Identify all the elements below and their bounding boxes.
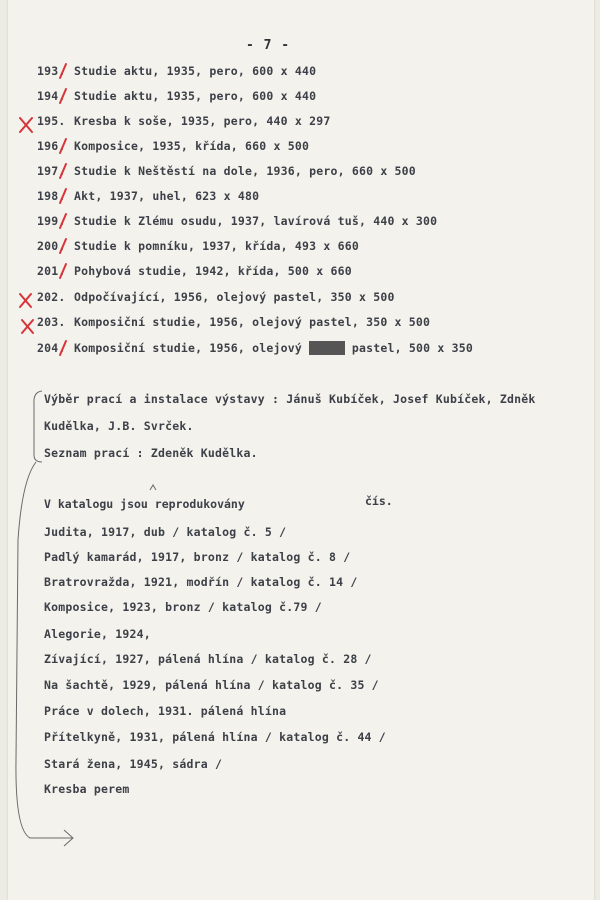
entry-text: Pohybová studie, 1942, křída, 500 x 660 (74, 264, 352, 278)
entry-text: Akt, 1937, uhel, 623 x 480 (74, 189, 260, 203)
entry-number: 195. (37, 114, 66, 128)
entry-text-end: pastel, 500 x 350 (344, 341, 473, 355)
reproduction-item: Bratrovražda, 1921, modřín / katalog č. 14 / (44, 575, 358, 589)
catalog-entry (37, 64, 316, 82)
credits-list-author: Seznam prací : Zdeněk Kudělka. (44, 446, 258, 460)
reproduction-item: Zívající, 1927, pálená hlína / katalog č. 28 / (44, 652, 372, 666)
entry-text: Studie k pomníku, 1937, křída, 493 x 660 (74, 239, 359, 253)
entry-number: 202. (37, 290, 66, 304)
entry-number: 204. (37, 341, 66, 355)
entry-text: Komposice, 1935, křída, 660 x 500 (74, 139, 310, 153)
catalog-entry (37, 290, 395, 308)
reproduction-item: Alegorie, 1924, (44, 627, 151, 641)
entry-number: 197. (37, 164, 66, 178)
reproduction-item: Padlý kamarád, 1917, bronz / katalog č. 8 / (44, 550, 351, 564)
entry-number: 198. (37, 189, 66, 203)
reproduction-item: Práce v dolech, 1931. pálená hlína (44, 704, 287, 718)
catalog-entry (37, 214, 437, 232)
reproduction-item: Stará žena, 1945, sádra / (44, 757, 223, 771)
entry-text: Studie k Neštěstí na dole, 1936, pero, 660 x 500 (74, 164, 416, 178)
entry-number: 194. (37, 89, 66, 103)
entry-text: Komposiční studie, 1956, olejový pastel, 350 x 500 (74, 315, 431, 329)
entry-text: Studie k Zlému osudu, 1937, lavírová tuš, 440 x 300 (74, 214, 438, 228)
catalog-entry (37, 89, 316, 107)
catalog-entry (37, 139, 309, 157)
catalog-entry (37, 341, 473, 359)
entry-text: Studie aktu, 1935, pero, 600 x 440 (74, 89, 317, 103)
entry-text: Odpočívající, 1956, olejový pastel, 350 x 500 (74, 290, 395, 304)
entry-text: Studie aktu, 1935, pero, 600 x 440 (74, 64, 317, 78)
reproduction-item: Na šachtě, 1929, pálená hlína / katalog č. 35 / (44, 678, 379, 692)
catalog-entry (37, 239, 359, 257)
entry-number: 196. (37, 139, 66, 153)
catalog-entry (37, 264, 352, 282)
credits-selection-cont: Kudělka, J.B. Svrček. (44, 419, 194, 433)
catalog-entry (37, 114, 330, 132)
catalog-entry (37, 189, 259, 207)
entry-text: Kresba k soše, 1935, pero, 440 x 297 (74, 114, 331, 128)
reproduction-item: Komposice, 1923, bronz / katalog č.79 / (44, 600, 322, 614)
entry-number: 203. (37, 315, 66, 329)
entry-text: Komposiční studie, 1956, olejový (74, 341, 310, 355)
credits-selection: Výběr prací a instalace výstavy : Jánuš Kubíček, Josef Kubíček, Zdněk (44, 392, 536, 406)
page-number: - 7 - (246, 38, 291, 53)
reproduction-item: Judita, 1917, dub / katalog č. 5 / (44, 525, 287, 539)
entry-number: 201. (37, 264, 66, 278)
entry-number: 199. (37, 214, 66, 228)
reproductions-heading: V katalogu jsou reprodukovány (44, 497, 245, 511)
catalog-entry (37, 315, 430, 333)
catalog-entry (37, 164, 416, 182)
struck-out-word: xxxxx (309, 341, 345, 355)
entry-number: 200. (37, 239, 66, 253)
reproductions-heading-suffix: čís. (365, 494, 393, 508)
reproduction-item: Kresba perem (44, 782, 130, 796)
reproduction-item: Přítelkyně, 1931, pálená hlína / katalog č. 44 / (44, 730, 386, 744)
entry-number: 193. (37, 64, 66, 78)
